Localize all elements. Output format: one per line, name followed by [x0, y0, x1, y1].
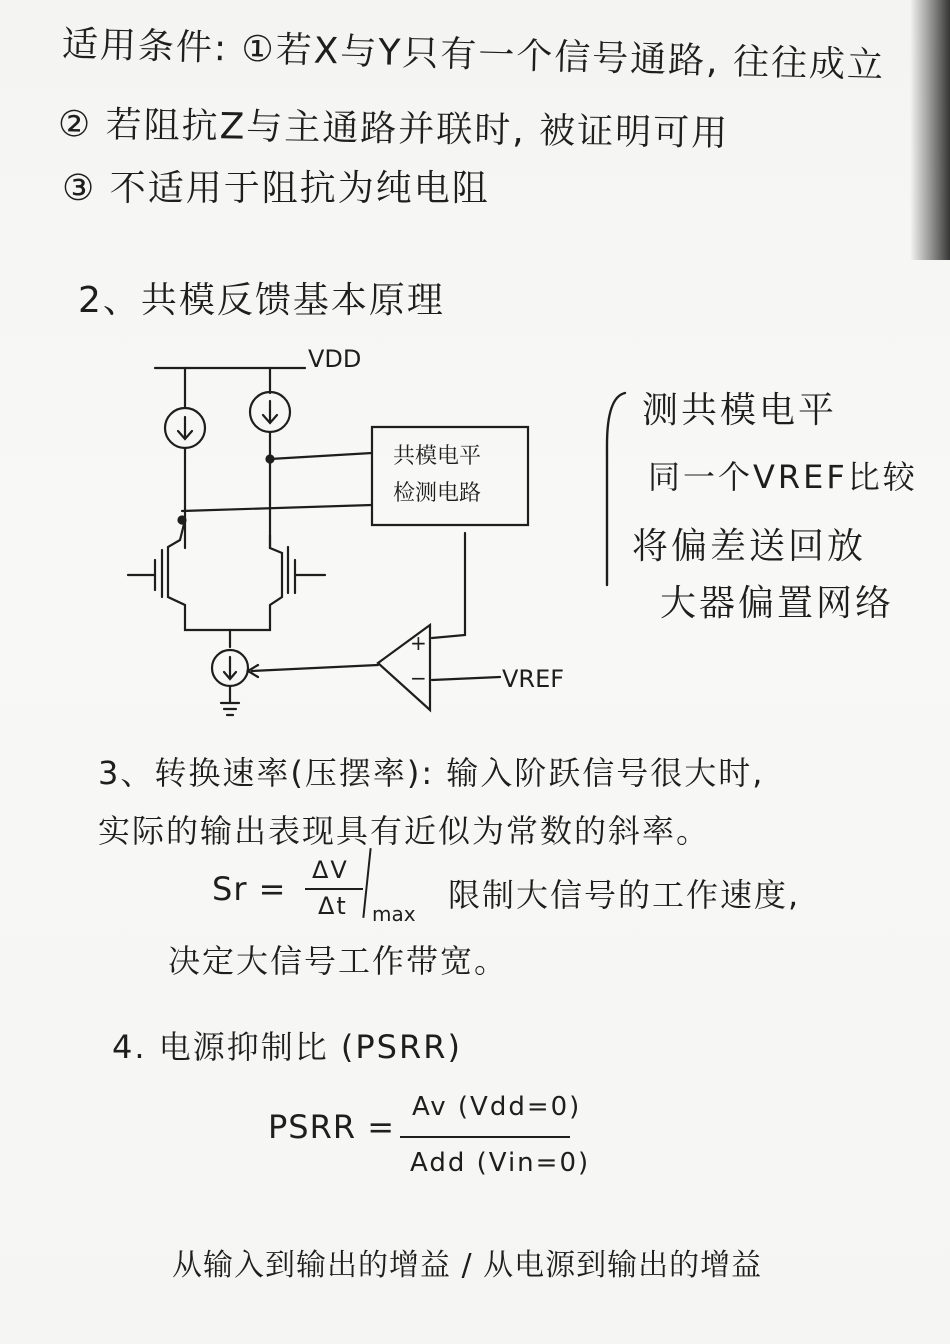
detector-label-line-1: 共模电平	[393, 444, 482, 469]
page-edge-shadow	[910, 0, 950, 260]
psrr-fraction-bar	[400, 1136, 570, 1138]
condition-line-2: ② 若阻抗Z与主通路并联时, 被证明可用	[57, 104, 730, 155]
condition-line-1: 适用条件: ①若X与Y只有一个信号通路, 往往成立	[61, 24, 886, 87]
psrr-numerator: Av (Vdd=0)	[412, 1092, 582, 1122]
side-note-bracket	[595, 385, 635, 605]
vdd-label: VDD	[308, 345, 362, 373]
opamp-minus-sign: −	[410, 666, 427, 690]
side-note-line-2: 同一个VREF比较	[648, 458, 918, 496]
slew-rate-eval-bar	[362, 848, 371, 918]
slew-rate-subscript: max	[372, 902, 416, 926]
section-4-heading: 4. 电源抑制比 (PSRR)	[112, 1028, 462, 1066]
side-note-line-1: 测共模电平	[642, 390, 838, 431]
section-2-heading: 2、共模反馈基本原理	[78, 280, 445, 321]
slew-rate-fraction-bar	[305, 888, 363, 890]
section-3-line-2: 实际的输出表现具有近似为常数的斜率。	[98, 812, 711, 850]
slew-rate-description: 限制大信号的工作速度,	[448, 876, 801, 914]
section-3-line-4: 决定大信号工作带宽。	[168, 942, 509, 980]
vref-label: VREF	[502, 665, 565, 693]
opamp-plus-sign: +	[410, 631, 427, 655]
slew-rate-denominator: Δt	[318, 892, 348, 920]
condition-line-3: ③ 不适用于阻抗为纯电阻	[62, 168, 490, 209]
psrr-denominator: Add (Vin=0)	[410, 1148, 591, 1178]
section-3-heading: 3、转换速率(压摆率): 输入阶跃信号很大时,	[98, 754, 765, 792]
detector-label-line-2: 检测电路	[393, 481, 482, 506]
slew-rate-symbol: Sr =	[212, 870, 287, 908]
slew-rate-numerator: ΔV	[312, 856, 349, 884]
side-note-line-3: 将偏差送回放	[632, 526, 867, 567]
side-note-line-4: 大器偏置网络	[660, 583, 895, 624]
psrr-definition: 从输入到输出的增益 / 从电源到输出的增益	[172, 1248, 763, 1283]
psrr-lhs: PSRR =	[268, 1108, 396, 1146]
